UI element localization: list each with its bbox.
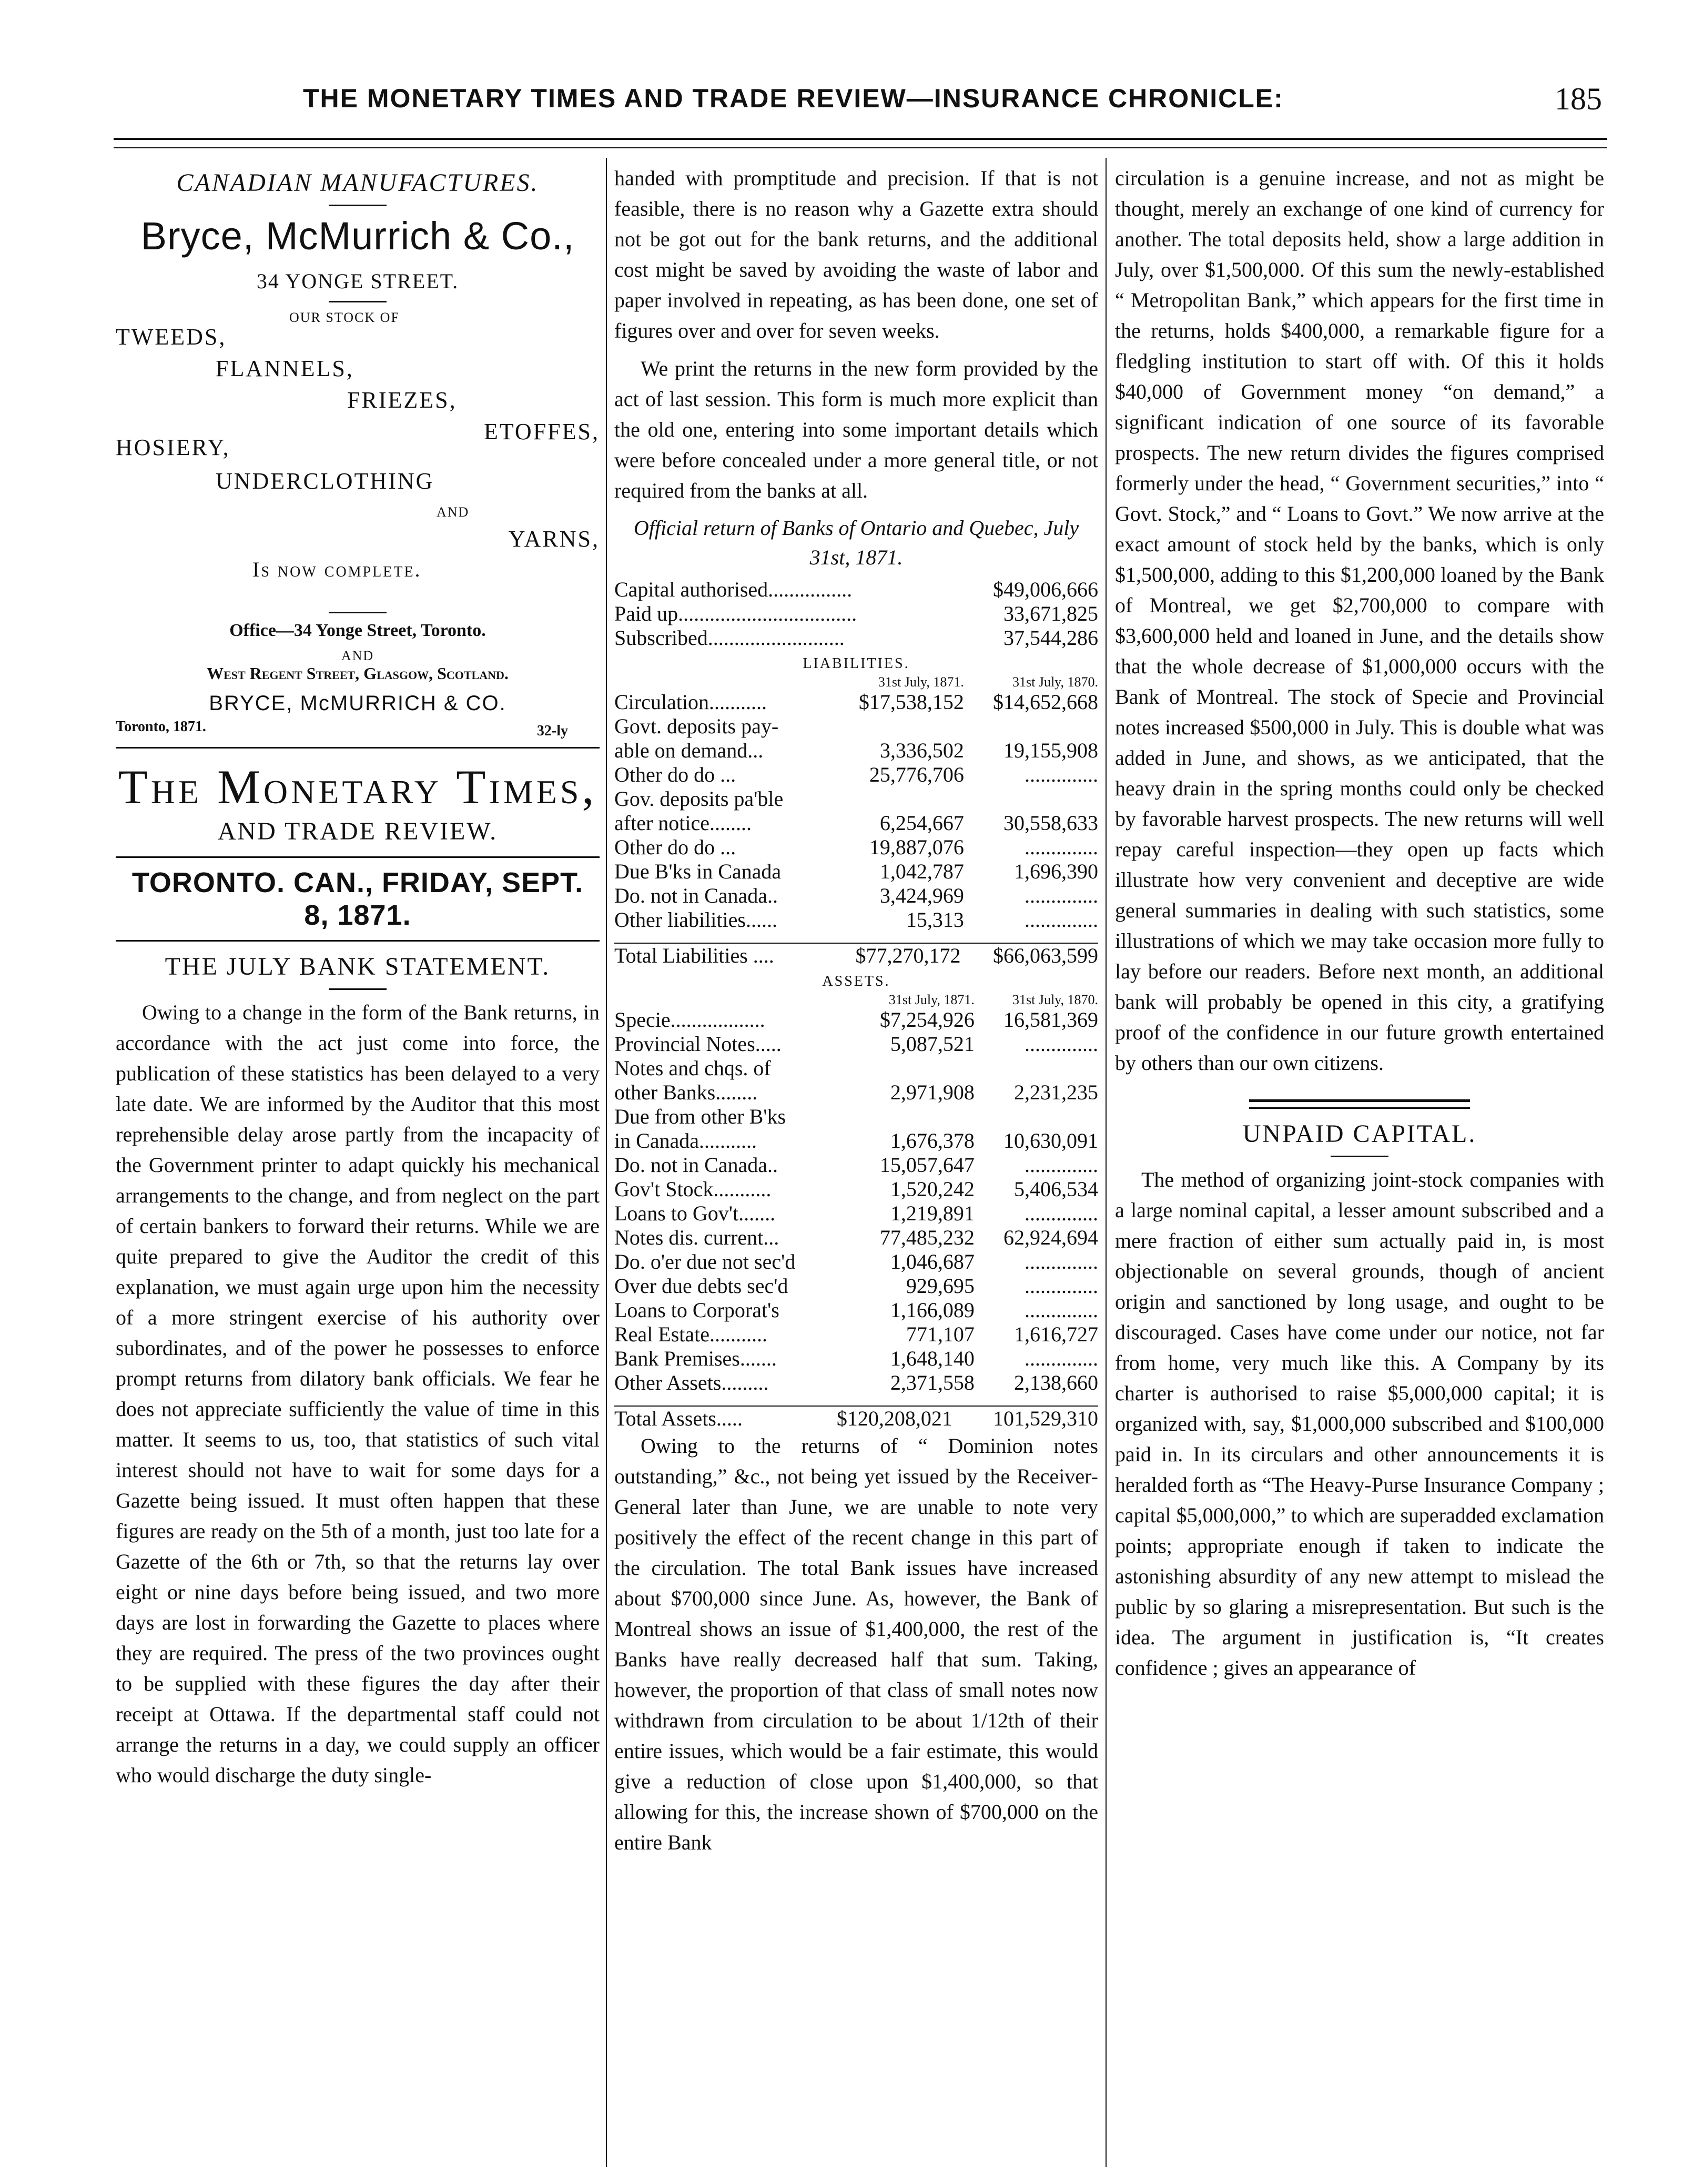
row-value: 16,581,369 xyxy=(1003,1008,1098,1032)
row-label: Notes dis. current... xyxy=(614,1226,779,1249)
table-row: Subscribed.......................... 37,544,286 xyxy=(614,626,1098,650)
row-value: 19,155,908 xyxy=(1003,739,1098,762)
table-row xyxy=(614,1322,1098,1347)
row-value: 2,971,908 xyxy=(890,1080,975,1104)
row-value: $7,254,926 xyxy=(879,1008,975,1032)
column-header: 31st July, 1871. xyxy=(878,674,964,690)
row-value: 5,087,521 xyxy=(890,1032,975,1056)
row-value: .............. xyxy=(1025,1153,1098,1177)
column-header: 31st July, 1870. xyxy=(1012,674,1098,690)
row-label: Over due debts sec'd xyxy=(614,1274,788,1298)
column-header: 31st July, 1871. xyxy=(888,992,975,1007)
row-value xyxy=(851,1105,975,1129)
row-label: Gov't Stock........... xyxy=(614,1177,772,1201)
row-value: 3,424,969 xyxy=(879,884,964,907)
liabilities-heading: LIABILITIES. xyxy=(803,655,910,672)
table-row xyxy=(614,1032,1098,1056)
row-label: Govt. deposits pay- xyxy=(614,714,779,738)
returns-caption: Official return of Banks of Ontario and Quebec, July 31st, 1871. xyxy=(633,516,1079,569)
row-value xyxy=(975,1056,1098,1080)
assets-table xyxy=(614,992,1098,1395)
column-1 xyxy=(116,163,600,2157)
row-value: 62,924,694 xyxy=(1003,1226,1098,1249)
total-assets xyxy=(614,1406,1098,1431)
row-value: 5,406,534 xyxy=(1014,1177,1098,1201)
row-label: Other do do ... xyxy=(614,763,736,786)
column-header: 31st July, 1870. xyxy=(1012,992,1098,1007)
row-label: Bank Premises....... xyxy=(614,1347,777,1370)
row-value: 6,254,667 xyxy=(879,811,964,835)
row-value: 1,046,687 xyxy=(890,1250,975,1273)
table-row xyxy=(614,835,1098,860)
row-value: 929,695 xyxy=(906,1274,975,1298)
header-rule xyxy=(114,138,1607,148)
row-label: Notes and chqs. of xyxy=(614,1056,771,1080)
table-row xyxy=(614,811,1098,835)
row-value: 2,138,660 xyxy=(1014,1371,1098,1394)
running-header xyxy=(114,79,1607,126)
row-label: Real Estate........... xyxy=(614,1322,768,1346)
row-value: .............. xyxy=(1025,1274,1098,1298)
table-row xyxy=(614,860,1098,884)
liabilities-table xyxy=(614,674,1098,932)
column-3 xyxy=(1115,163,1604,2157)
divider xyxy=(329,988,387,990)
ad-office: Office—34 Yonge Street, Toronto. xyxy=(229,621,486,640)
row-label: Due B'ks in Canada xyxy=(614,860,782,883)
row-value: 1,520,242 xyxy=(890,1177,975,1201)
ad-heading: CANADIAN MANUFACTURES. xyxy=(176,169,539,197)
row-value: .............. xyxy=(1025,1032,1098,1056)
article-paragraph: We print the returns in the new form provided by the act of last session. This form is much more explicit than the old one, entering into some important details which were before concealed under a more general title, or not required from the banks at all. xyxy=(614,357,1098,502)
ad-signature: BRYCE, McMURRICH & CO. xyxy=(209,692,506,715)
ad-item: FRIEZES, xyxy=(347,387,457,413)
table-row xyxy=(614,1371,1098,1395)
assets-heading: ASSETS. xyxy=(822,973,890,989)
row-value xyxy=(830,714,964,739)
ad-complete: Is now complete. xyxy=(252,558,422,581)
table-row xyxy=(614,884,1098,908)
column-divider xyxy=(1106,158,1107,2167)
row-label: Loans to Gov't....... xyxy=(614,1201,776,1225)
table-row xyxy=(614,714,1098,739)
table-row xyxy=(614,1177,1098,1201)
table-row xyxy=(614,739,1098,763)
row-label: other Banks........ xyxy=(614,1080,758,1104)
row-label: Specie.................. xyxy=(614,1008,765,1032)
table-row xyxy=(614,787,1098,811)
ad-item: YARNS, xyxy=(508,526,600,552)
ad-firm-name: Bryce, McMurrich & Co., xyxy=(140,214,575,258)
table-row xyxy=(614,1201,1098,1226)
row-value: 1,042,787 xyxy=(879,860,964,883)
row-label: Circulation........... xyxy=(614,690,767,714)
row-value: .............. xyxy=(1025,884,1098,907)
row-value: 10,630,091 xyxy=(1003,1129,1098,1152)
divider xyxy=(329,612,387,613)
ad-item: ETOFFES, xyxy=(483,419,600,444)
table-row xyxy=(614,1298,1098,1322)
table-row xyxy=(614,1347,1098,1371)
section-rule xyxy=(1249,1099,1470,1109)
row-value: $14,652,668 xyxy=(993,690,1098,714)
row-value xyxy=(975,1105,1098,1129)
divider xyxy=(329,205,387,206)
row-value: 19,887,076 xyxy=(869,835,964,859)
table-row: Total Liabilities .... $77,270,172 $66,063,599 xyxy=(614,944,1098,967)
row-value: 771,107 xyxy=(906,1322,975,1346)
table-row: Paid up.................................. 33,671,825 xyxy=(614,602,1098,625)
row-label: Do. not in Canada.. xyxy=(614,1153,778,1177)
ad-item: TWEEDS, xyxy=(116,324,227,350)
row-label: Gov. deposits pa'ble xyxy=(614,787,784,811)
ad-item: FLANNELS, xyxy=(216,356,354,381)
row-value xyxy=(830,787,964,811)
row-value: .............. xyxy=(1025,1201,1098,1225)
row-label: Other liabilities...... xyxy=(614,908,777,932)
table-row xyxy=(614,1226,1098,1250)
row-value: 15,057,647 xyxy=(879,1153,975,1177)
ad-item: UNDERCLOTHING xyxy=(216,468,434,494)
row-value: $17,538,152 xyxy=(858,690,964,714)
ad-place-date: Toronto, 1871. xyxy=(116,719,206,735)
table-row xyxy=(614,908,1098,932)
running-title: THE MONETARY TIMES AND TRADE REVIEW—INSURANCE CHRONICLE: xyxy=(303,84,1284,113)
table-row: Total Assets..... $120,208,021 101,529,310 xyxy=(614,1407,1098,1430)
row-value: 30,558,633 xyxy=(1003,811,1098,835)
row-value: 1,676,378 xyxy=(890,1129,975,1152)
table-row xyxy=(614,1056,1098,1080)
ad-item: HOSIERY, xyxy=(116,434,230,460)
ad-item: AND xyxy=(437,504,470,520)
article-paragraph: circulation is a genuine increase, and not as might be thought, merely an exchange of one kind of currency for another. The total deposits held, show a large addition in July, over $1,500,000. Of this sum the newly-established “ Metropolitan Bank,” which appears for the first time in the returns, holds $400,000, a remarkable figure for a fledgling institution to start off with. Of this it holds $40,000 of Government money “on demand,” a significant indication of one source of its favorable prospects. The new return divides the figures comprised formerly under the head, “ Government securities,” into “ Govt. Stock,” and “ Loans to Govt.” We now arrive at the exact amount of stock held by the banks, which is only $1,500,000, adding to this $1,200,000 loaned by the Bank of Montreal, we get $2,700,000 to compare with $3,600,000 held and loaned in June, and the details show that the whole decrease of $1,000,000 occurs with the Bank of Montreal. The stock of Specie and Provincial notes increased $500,000 in July. This is double what was added in June, and shows, as we anticipated, that the heavy drain in the spring months could only be checked by favorable harvest prospects. The new returns will well repay careful inspection—they open up facts which illustrate how very convenient and deceptive are wide general summaries in dealing with such statistics, some illustrations of which we may take occasion more fully to lay before our readers. Before next month, an additional bank will probably be opened in this city, a gratifying proof of the confidence in our future growth entertained by others than our own citizens. xyxy=(1115,166,1604,1075)
article-title: THE JULY BANK STATEMENT. xyxy=(165,953,551,980)
row-value: .............. xyxy=(1025,1250,1098,1273)
row-value: 2,231,235 xyxy=(1014,1080,1098,1104)
row-value: .............. xyxy=(1025,763,1098,786)
dateline: TORONTO. CAN., FRIDAY, SEPT. 8, 1871. xyxy=(116,856,600,942)
divider xyxy=(1331,1156,1388,1157)
row-value: .............. xyxy=(1025,908,1098,932)
total-liabilities xyxy=(614,943,1098,968)
page-number: 185 xyxy=(1555,82,1602,116)
row-label: Do. o'er due not sec'd xyxy=(614,1250,796,1273)
row-label: after notice........ xyxy=(614,811,752,835)
article-paragraph: The method of organizing joint-stock companies with a large nominal capital, a lesser amount subscribed and a mere fraction of either sum actually paid in, is most objectionable on several grounds, though of ancient origin and sanctioned by long usage, and ought to be discouraged. Cases have come under our notice, not far from home, very much like this. A Company by its charter is authorised to raise $5,000,000 capital; it is organized with, say, $1,000,000 subscribed and $100,000 paid in. In its circulars and other announcements it is heralded forth as “The Heavy-Purse Insurance Company ; capital $5,000,000,” to which are superadded exclamation points; appropriate enough if taken to indicate the astonishing absurdity of any new attempt to mislead the public by so glaring a misrepresentation. But such is the idea. The argument in justification is, “It creates confidence ; gives an appearance of xyxy=(1115,1168,1604,1680)
row-label: Due from other B'ks xyxy=(614,1105,786,1128)
ad-and: AND xyxy=(341,648,374,663)
column-2 xyxy=(614,163,1098,2157)
table-row xyxy=(614,763,1098,787)
divider xyxy=(329,301,387,302)
row-value: 2,371,558 xyxy=(890,1371,975,1394)
ad-code: 32-ly xyxy=(536,723,568,739)
article-paragraph: handed with promptitude and precision. If that is not feasible, there is no reason why a Gazette extra should not be got out for the bank returns, and the additional cost might be saved by avoiding the waste of labor and paper involved in repeating, as has been done, one set of figures over and over for seven weeks. xyxy=(614,166,1098,342)
row-value: .............. xyxy=(1025,835,1098,859)
column-divider xyxy=(606,158,607,2167)
article-paragraph: Owing to a change in the form of the Bank returns, in accordance with the act just come into force, the publication of these statistics has been delayed to a very late date. We are informed by the Auditor that this most reprehensible delay arose partly from the incapacity of the Government printer to adapt quickly his mechanical arrangements to the change, and from neglect on the part of certain bankers to forward their returns. While we are quite prepared to give the Auditor the credit of this explanation, we must again urge upon him the necessity of a more stringent exercise of his authority over subordinates, and of the power he possesses to enforce prompt returns from dilatory bank officials. We fear he does not appreciate sufficiently the value of time in this matter. It seems to us, too, that statistics of such vital interest should not have to wait for some days for a Gazette being issued. It must often happen that these figures are ready on the 5th of a month, just too late for a Gazette of the 6th or 7th, so that the returns lay over eight or nine days before being issued, and two more days are lost in forwarding the Gazette to places where they are required. The press of the two provinces ought to be supplied with these figures the day after their receipt at Ottawa. If the departmental staff could not arrange the returns in a day, we could supply an officer who would discharge the duty single- xyxy=(116,1000,600,1787)
row-value xyxy=(964,787,1098,811)
ad-our-stock: OUR STOCK OF xyxy=(289,310,400,325)
row-value xyxy=(964,714,1098,739)
table-row xyxy=(614,1105,1098,1129)
row-label: in Canada........... xyxy=(614,1129,757,1152)
row-value: 3,336,502 xyxy=(879,739,964,762)
table-row xyxy=(614,1274,1098,1298)
article-title: UNPAID CAPITAL. xyxy=(1242,1120,1477,1148)
table-row xyxy=(614,1008,1098,1032)
row-value: 1,696,390 xyxy=(1014,860,1098,883)
capital-table xyxy=(614,578,1098,650)
row-value xyxy=(851,1056,975,1080)
ad-stock-list xyxy=(116,310,600,604)
table-row xyxy=(614,690,1098,714)
row-label: able on demand... xyxy=(614,739,764,762)
row-value: 1,219,891 xyxy=(890,1201,975,1225)
table-row xyxy=(614,1080,1098,1105)
row-value: 1,616,727 xyxy=(1014,1322,1098,1346)
table-row xyxy=(614,1153,1098,1177)
row-label: Loans to Corporat's xyxy=(614,1298,779,1322)
table-row: Capital authorised................ $49,006,666 xyxy=(614,578,1098,601)
ad-glasgow: West Regent Street, Glasgow, Scotland. xyxy=(207,664,509,683)
row-value: 15,313 xyxy=(906,908,964,932)
row-value: .............. xyxy=(1025,1298,1098,1322)
ad-address: 34 YONGE STREET. xyxy=(256,269,459,293)
row-label: Do. not in Canada.. xyxy=(614,884,778,907)
row-label: Other do do ... xyxy=(614,835,736,859)
table-row xyxy=(614,1129,1098,1153)
row-value: 25,776,706 xyxy=(869,763,964,786)
row-label: Other Assets......... xyxy=(614,1371,769,1394)
row-label: Provincial Notes..... xyxy=(614,1032,782,1056)
row-value: 77,485,232 xyxy=(879,1226,975,1249)
masthead-title: The Monetary Times, xyxy=(118,760,597,814)
article-paragraph: Owing to the returns of “ Dominion notes outstanding,” &c., not being yet issued by the Receiver-General later than June, we are unable to note very positively the effect of the recent change in this part of the circulation. The total Bank issues have increased about $700,000 since June. As, however, the Bank of Montreal shows an issue of $1,400,000, the rest of the Banks have really decreased half that sum. Taking, however, the proportion of that class of small notes now withdrawn from circulation to be about 1/12th of their entire issues, which would be a fair estimate, this would give a reduction of close upon $1,400,000, so that allowing for this, the increase shown of $700,000 on the entire Bank xyxy=(614,1434,1098,1854)
table-row xyxy=(614,1250,1098,1274)
row-value: 1,166,089 xyxy=(890,1298,975,1322)
row-value: .............. xyxy=(1025,1347,1098,1370)
row-value: 1,648,140 xyxy=(890,1347,975,1370)
masthead-subtitle: AND TRADE REVIEW. xyxy=(217,817,498,845)
